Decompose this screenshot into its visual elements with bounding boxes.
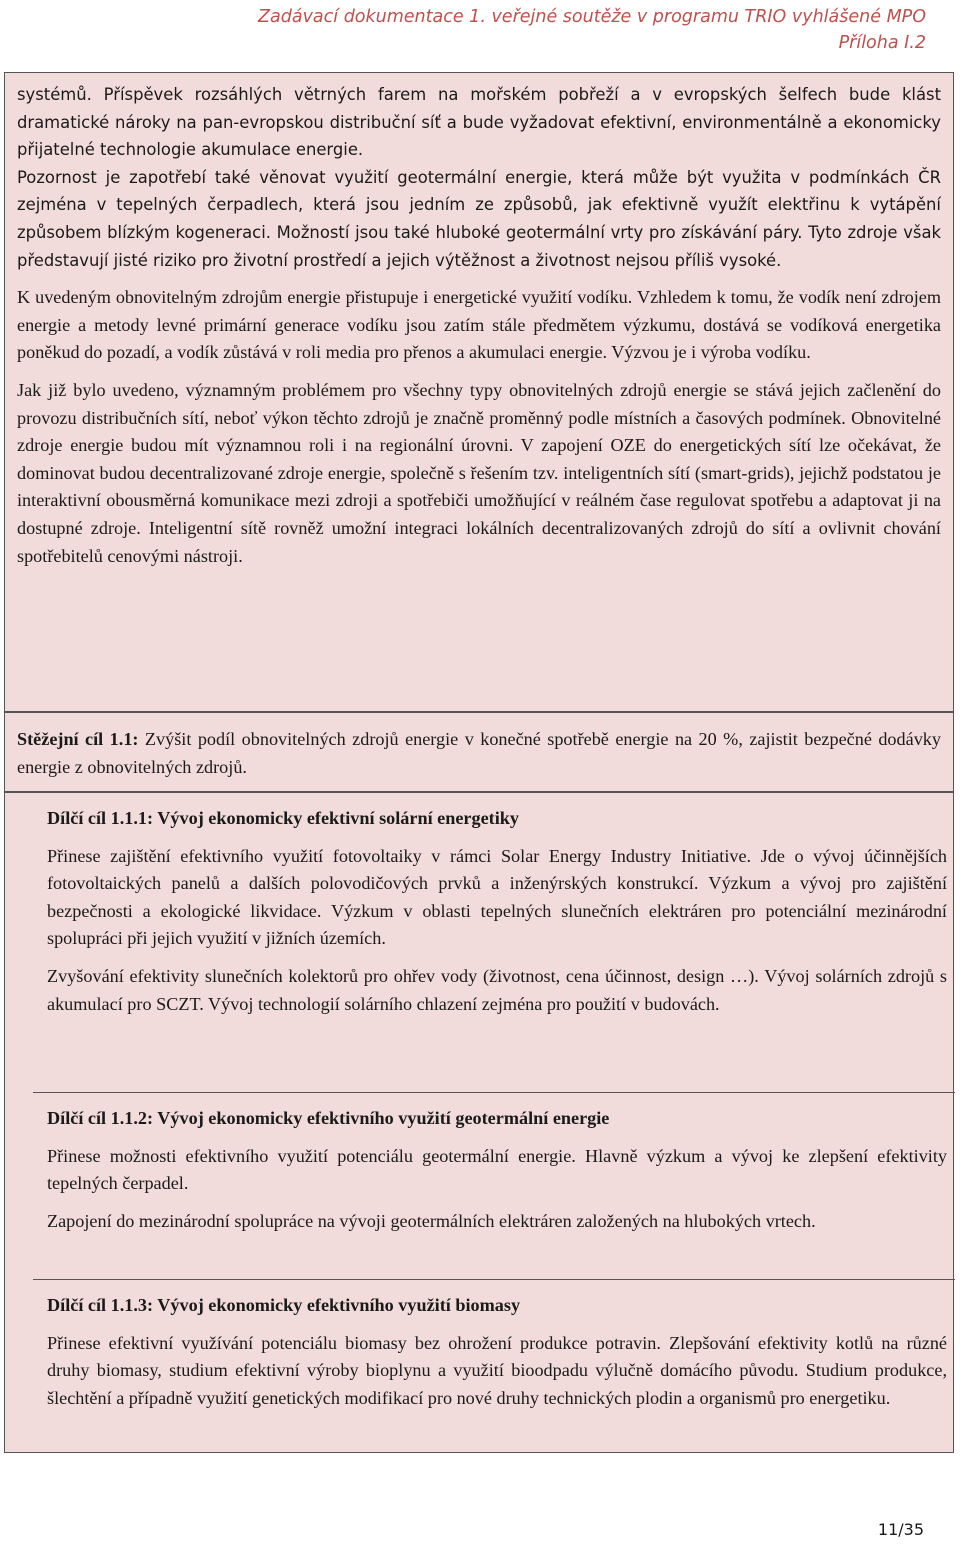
main-goal-paragraph (17, 726, 941, 781)
sub-goal-paragraph: Přinese zajištění efektivního využití fotovoltaiky v rámci Solar Energy Industry Initiative. Jde o vývoj účinnějších fotovoltaických panelů a dalších polovodičových prvků a inženýrských konstrukcí. Výzkum a vývoj pro zajištění bezpečnosti a ekologické likvidace. Výzkum v oblasti tepelných slunečních elektráren pro potenciální mezinárodní spolupráci při jejich využití v jižních územích. (47, 845, 947, 949)
sub-goal-title: Dílčí cíl 1.1.3: Vývoj ekonomicky efektivního využití biomasy (47, 1295, 521, 1315)
document-header (258, 4, 926, 56)
main-goal-text: Zvýšit podíl obnovitelných zdrojů energie v konečné spotřebě energie na 20 %, zajistit bezpečné dodávky energie z obnovitelných zdrojů. (17, 729, 941, 777)
sub-goal-title: Dílčí cíl 1.1.2: Vývoj ekonomicky efektivního využití geotermální energie (47, 1108, 610, 1128)
sub-goal-1-1-2 (33, 1092, 955, 1279)
intro-paragraph-1: systémů. Příspěvek rozsáhlých větrných farem na mořském pobřeží a v evropských šelfech bude klást dramatické nároky na pan-evropskou distribuční síť a bude vyžadovat efektivní, environmentálně a ekonomicky přijatelné technologie akumulace energie. (17, 85, 941, 160)
sub-goal-paragraph: Zvyšování efektivity slunečních kolektorů pro ohřev vody (životnost, cena účinnost, design …). Vývoj solárních zdrojů s akumulací pro SCZT. Vývoj technologií solárního chlazení zejména pro použití v budovách. (47, 965, 947, 1014)
intro-paragraph-4: Jak již bylo uvedeno, významným problémem pro všechny typy obnovitelných zdrojů energie se stává jejich začlenění do provozu distribučních sítí, neboť výkon těchto zdrojů je značně proměnný podle místních a časových podmínek. Obnovitelné zdroje energie budou mít významnou roli i na regionální úrovni. V zapojení OZE do energetických sítí lze očekávat, že dominovat budou decentralizované zdroje energie, společně s řešením tzv. inteligentních sítí (smart-grids), jejichž podstatou je interaktivní obousměrná komunikace mezi zdroji a spotřebiči umožňující v reálném čase regulovat spotřebu a adaptovat ji na dostupné zdroje. Inteligentní sítě rovněž umožní integraci lokálních decentralizovaných zdrojů do sítí a ovlivnit chování spotřebitelů cenovými nástroji. (17, 379, 941, 566)
main-goal-section (4, 712, 954, 792)
intro-paragraph-3: K uvedeným obnovitelným zdrojům energie přistupuje i energetické využití vodíku. Vzhledem k tomu, že vodík není zdrojem energie a metody levné primární generace vodíku jsou zatím stále předmětem výzkumu, dostává se vodíková energetika poněkud do pozadí, a vodík zůstává v roli media pro přenos a akumulaci energie. Výzvou je i výroba vodíku. (17, 287, 941, 363)
sub-goal-paragraph: Přinese možnosti efektivního využití potenciálu geotermální energie. Hlavně výzkum a vývoj ke zlepšení efektivity tepelných čerpadel. (47, 1145, 947, 1194)
intro-paragraph-2: Pozornost je zapotřebí také věnovat využití geotermální energie, která může být využita v podmínkách ČR zejména v tepelných čerpadlech, která jsou jedním ze způsobů, jak efektivně využít elektřinu k vytápění způsobem blízkým kogeneraci. Možností jsou také hluboké geotermální vrty pro získávání páry. Tyto zdroje však představují jisté riziko pro životní prostředí a jejich výtěžnost a životnost nejsou příliš vysoké. (17, 167, 941, 270)
sub-goal-paragraph: Přinese efektivní využívání potenciálu biomasy bez ohrožení produkce potravin. Zlepšování efektivity kotlů na různé druhy biomasy, studium efektivní výroby bioplynu a využití bioodpadu výlučně domácího původu. Studium produkce, šlechtění a případně využití genetických modifikací pro nové druhy technických plodin a organismů pro energetiku. (47, 1332, 947, 1408)
header-attachment: Příloha I.2 (838, 33, 926, 53)
sub-goal-title: Dílčí cíl 1.1.1: Vývoj ekonomicky efektivní solární energetiky (47, 808, 519, 828)
sub-goals-section (4, 792, 954, 1453)
sub-goal-1-1-1 (33, 793, 955, 1092)
intro-section (4, 72, 954, 712)
page-number: 11/35 (877, 1520, 924, 1539)
sub-goal-paragraph: Zapojení do mezinárodní spolupráce na vývoji geotermálních elektráren založených na hlubokých vrtech. (47, 1210, 816, 1231)
main-goal-label: Stěžejní cíl 1.1: (17, 729, 139, 749)
sub-goal-1-1-3 (33, 1279, 955, 1453)
header-title: Zadávací dokumentace 1. veřejné soutěže v programu TRIO vyhlášené MPO (258, 7, 926, 27)
